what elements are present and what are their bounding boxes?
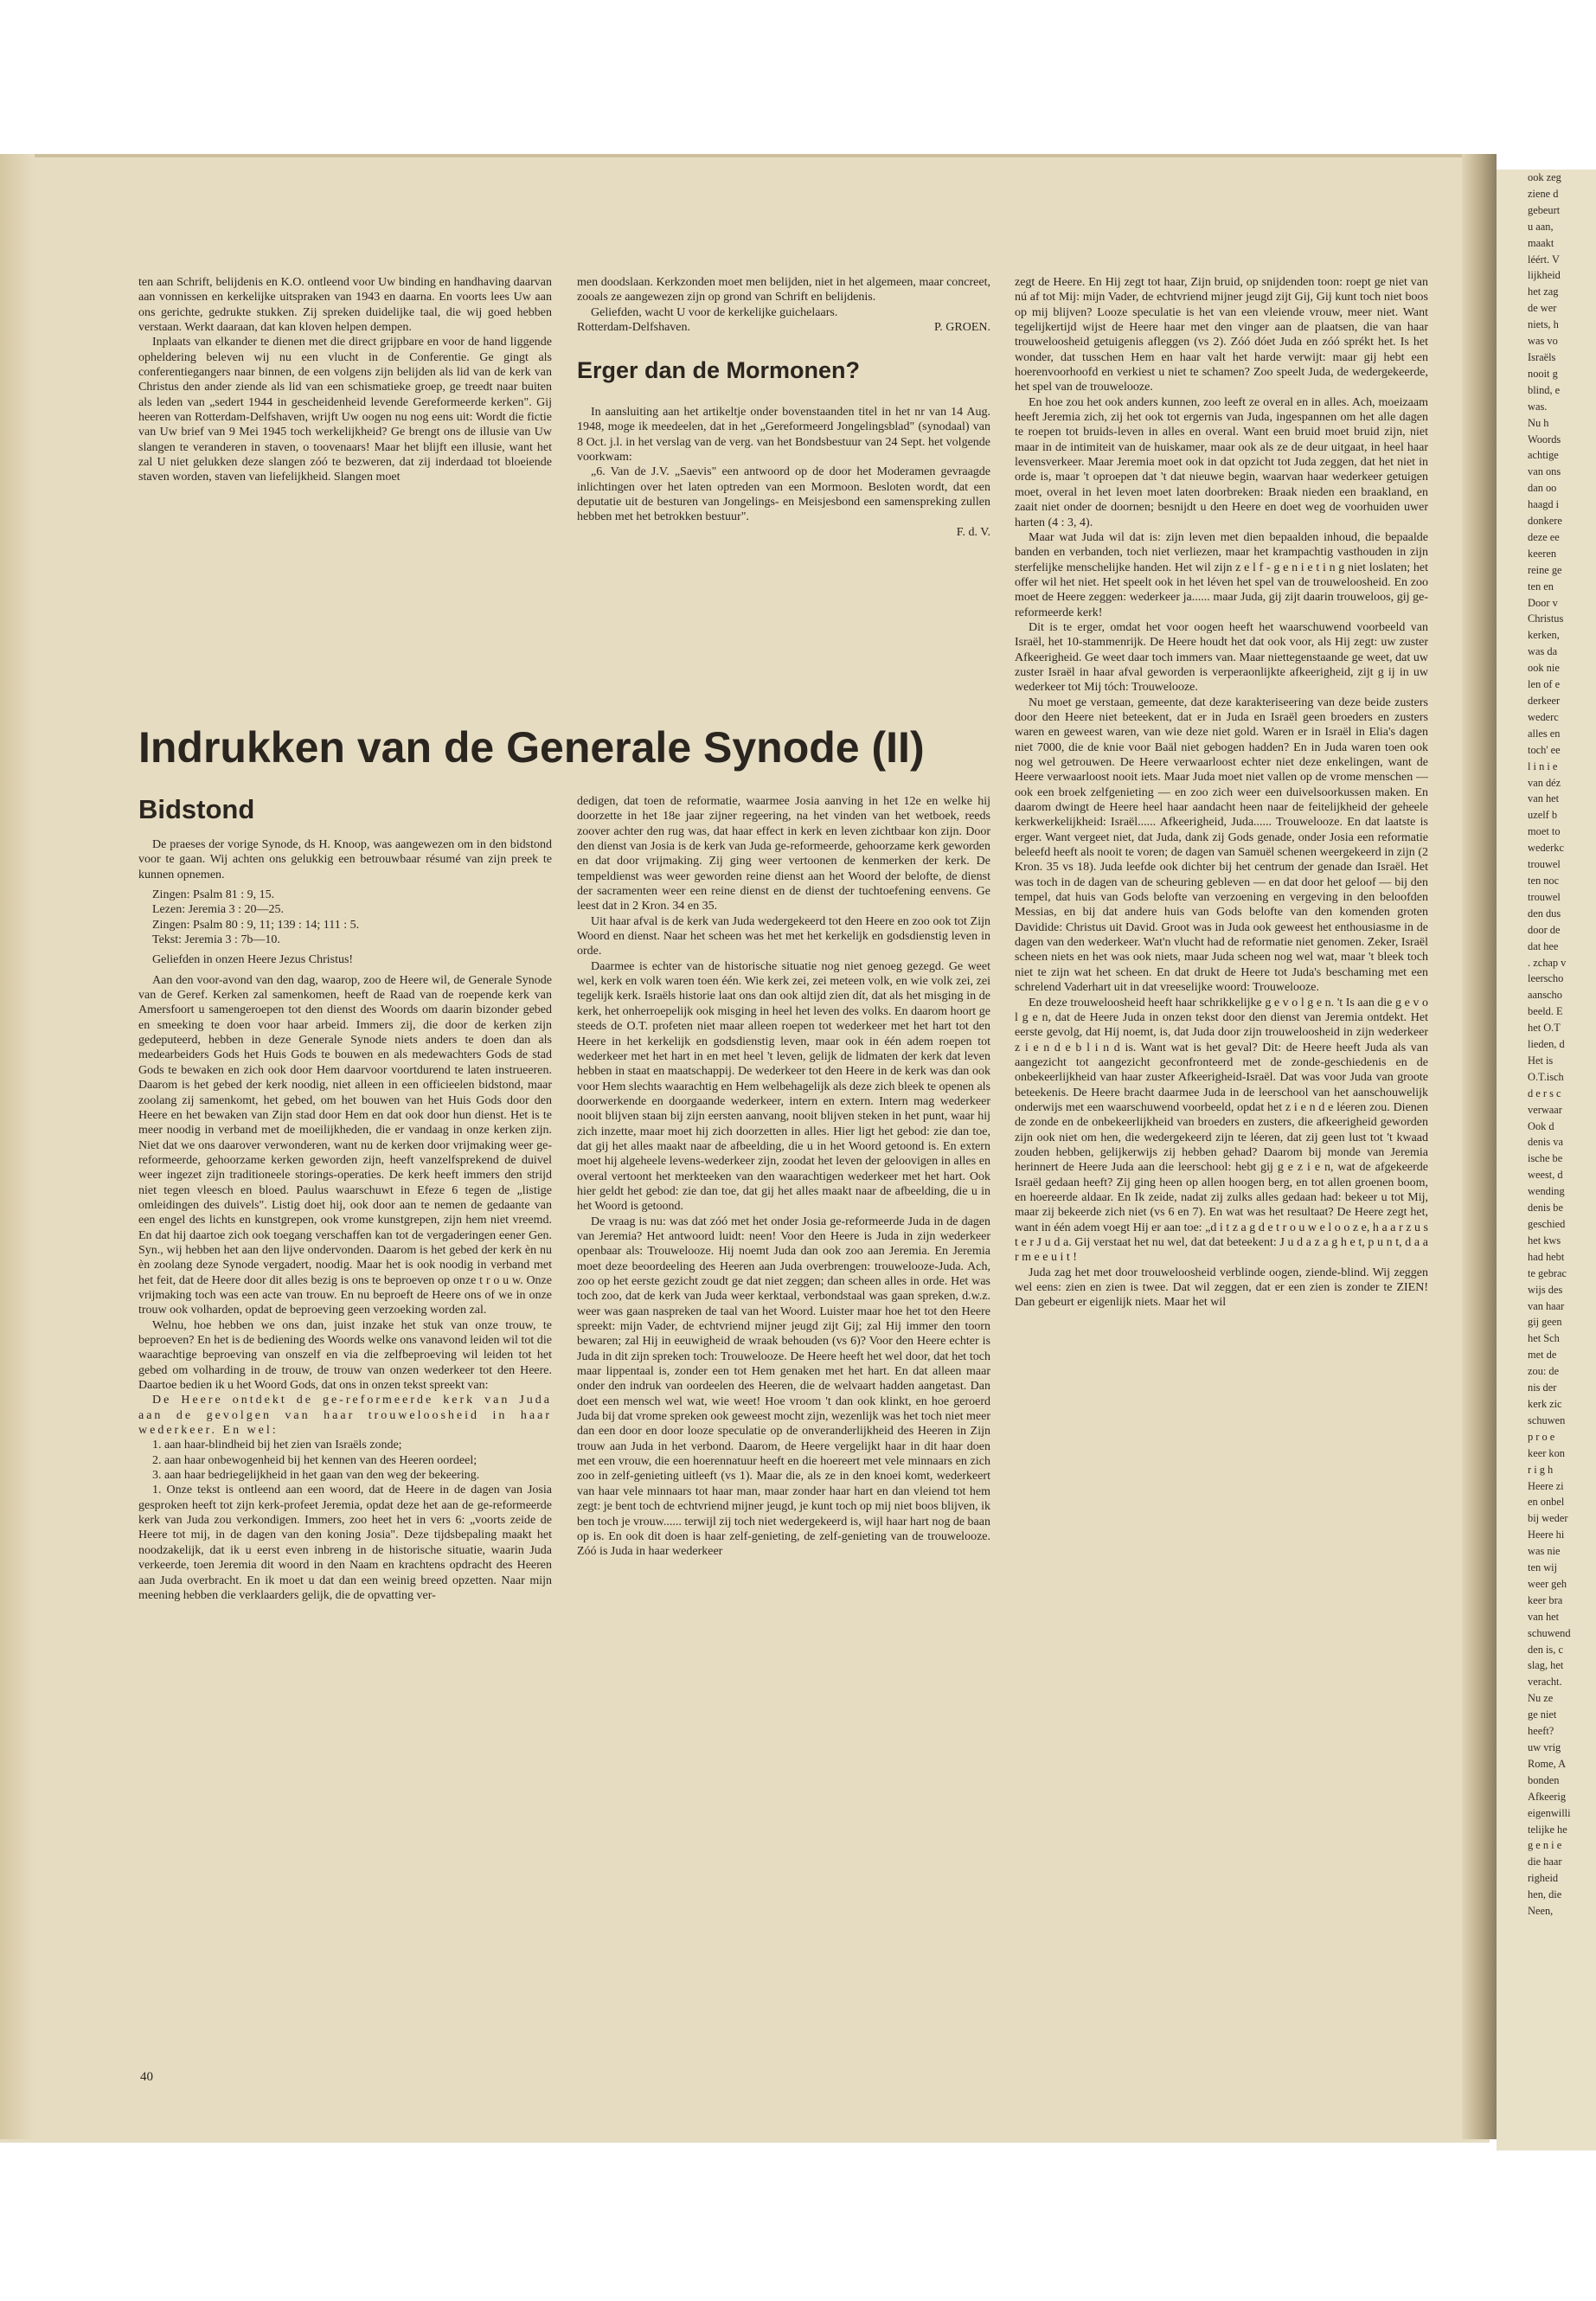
next-page-line: Het is <box>1528 1054 1554 1067</box>
next-page-line: weer geh <box>1528 1577 1567 1590</box>
next-page-line: wederkc <box>1528 842 1564 855</box>
subheading: Bidstond <box>138 794 255 824</box>
next-page-line: achtige <box>1528 449 1559 462</box>
paragraph: Nu moet ge verstaan, gemeente, dat deze karakteriseering van deze beide zusters door den Heere niet beteekent, dat er in Juda en Israël geen broeders en zusters waren en geweest waren, van wie deze niet gold. Waren er in Israël in Elia's dagen niet 7000, die de knie voor Baäl niet gebogen hadden? En in Juda waren toen ook nog wel getrouwen. De Heere verwaarloost echter niet deze enkelingen, want de Heere verwaarloost nooit iets. Maar Juda moet niet vallen op de vrome menschen — ook een broek zelfgenieting — en zoo zich weer een duivelsoorkussen maken. En daarom dwingt de Heere heel haar aandacht heen naar de feitelijkheid der geheele kerkwerkelijkheid: Israël...... Afkeerigheid, Juda...... Trouwelooze. En dat laatste is erger. Want vergeet niet, dat Juda, dank zij Gods genade, onder Josia een reformatie beleefd heeft als nooit te voren; de dagen van Samuël schenen weergekeerd in zijn (2 Kron. 35 vs 18). Juda leefde ook dichter bij het centrum der genade dan Israël. Het was toch in de dagen van de scheuring gebleven — en dat door het geloof — bij den tempel, dat huis van Gods belofte van verzoening en vergeving in den beloofden Messias, en bij dat andere huis van Gods belofte van den komenden groten Davidide: Christus uit David. Groot was in Juda ook geweest het enthousiasme in de dagen van den wederkeer. Wat'n vlucht had de reformatie niet genomen. Zeker, Israël scheen niets en het was ook niets, maar Juda scheen nog wel wat, maar 't bleek toch niet te zijn wat het scheen. En dat drukt de Heere tot Juda's beschaming met een schrelend Vaderhart uit in dat vreeselijke woord: Trouwelooze. <box>1015 695 1428 995</box>
next-page-line: Woords <box>1528 433 1561 445</box>
greeting: Geliefden in onzen Heere Jezus Christus! <box>152 953 354 967</box>
liturgy-line: Zingen: Psalm 81 : 9, 15. <box>152 888 275 902</box>
paragraph: ten aan Schrift, belijdenis en K.O. ontleend voor Uw binding en handhaving daarvan aan vonnissen en kerkelijke uitspraken van 1943 en daarna. En voorts lees Uw aan ons gerichte, gedrukte stukken. Zij spreken duidelijke taal, die wij goed hebben verstaan. Werkt daaraan, dat kan kloven helpen dempen. <box>138 276 552 335</box>
next-page-line: gebeurt <box>1528 203 1561 216</box>
sermon-point: 2. aan haar onbewogenheid bij het kennen van des Heeren oordeel; <box>152 1453 478 1467</box>
next-page-line: trouwel <box>1528 858 1561 871</box>
next-page-line: uw vrig <box>1528 1741 1561 1753</box>
next-page-line: donkere <box>1528 515 1562 528</box>
paragraph: Welnu, hoe hebben we ons dan, juist inzake het stuk van onze trouw, te beproeven? En het is de bediening des Woords welke ons vanavond leiden wil tot die waarachtige beproeving van onszelf en via die zelfbeproeving wil leiden tot het gebed om volharding in de trouw, de trouw van onzen wederkeer tot den Heere. Daartoe bedien ik u het Woord Gods, dat ons in onzen tekst spreekt van: <box>138 1318 552 1393</box>
next-page-line: d e r s c <box>1528 1086 1561 1099</box>
next-page-line: te gebrac <box>1528 1266 1567 1279</box>
next-page-line: l i n i e <box>1528 760 1558 772</box>
next-page-line: het zag <box>1528 285 1559 298</box>
next-page-line: had hebt <box>1528 1250 1565 1263</box>
next-page-line: schuwen <box>1528 1413 1566 1426</box>
next-page-line: denis va <box>1528 1136 1563 1149</box>
next-page-line: ook nie <box>1528 662 1560 675</box>
next-page-line: eigenwilli <box>1528 1806 1571 1819</box>
next-page-line: keer bra <box>1528 1593 1563 1606</box>
paragraph: En deze trouweloosheid heeft haar schrikkelijke g e v o l g e n. 't Is aan die g e v o l g e n, dat de Heere Juda in onzen tekst door den dienst van Jeremia ontdekt. Het eerste gevolg, dat Hij noemt, is, dat Juda door zijn trouweloosheid in zijn wederkeer z i e n d e b l i n d is. Want wat is het geval? Dit: de Heere heeft Juda als van aangezicht tot aangezicht geconfronteerd met de zonde-geschiedenis en de onbekeerlijkheid van haar zuster Afkeerigheid-Israël. Dat was voor Juda van groote beteekenis. De Heere bracht daarmee Juda in de leerschool van het aanschouwelijk onderwijs met een waarschuwend voorbeeld, opdat het z i e n d e léeren zou. Dienen de zonde en de onbekeerlijkheid van broeders en zusters, die afkeerigheid geworden zijn ook niet om hen, die wedergekeerd zijn te léeren, dat zij geen lust tot 't kwaad zouden hebben, gelijkerwijs zij hebben gehad? Daarom bij monde van Jeremia herinnert de Heere Juda aan die leerschool: hebt gij g e z i e n, wat de afgekeerde Israël gedaan heeft? Zij ging heen op allen hoogen berg, en tot allen groenen boom, en hoereerde aldaar. En Ik zeide, nadat zij zulks alles gedaan had: bekeer u tot Mij, maar zij bekeerde zich niet (vs 6 en 7). En wat was het resultaat? De Heere zegt het, want in één adem voegt Hij er aan toe: „d i t z a g d e t r o u w e l o o z e, h a a r z u s t e r J u d a. Gij verstaat het nu wel, dat dat beteekent: J u d a z a g h e t, p u n t, d a a r m e e u i t ! <box>1015 996 1428 1265</box>
next-page-line: kerk zic <box>1528 1397 1562 1410</box>
next-page-line: ische be <box>1528 1152 1563 1165</box>
next-page-line: Neen, <box>1528 1905 1554 1918</box>
liturgy-line: Tekst: Jeremia 3 : 7b—10. <box>152 933 280 947</box>
paragraph: En hoe zou het ook anders kunnen, zoo leeft ze overal en in alles. Ach, moeizaam heeft Jeremia zich, zij het ook tot ergernis van Juda, ingespannen om het alle dagen te roepen tot bruids-leven in alles en overal. Want een bruid moet bruid zijn, niet maar in de intimiteit van de huiskamer, maar ook als ze de deur uitgaat, in heel haar levensverkeer. Maar Jeremia moet ook in dat opzicht tot Juda zeggen, dat het niet in orde is, maar 't oproepen dat 't dat nieuwe begin, waarvan haar wederkeer getuigen moet, overal in het leven moet laten doorbreken: Braak nieden een braakland, en zaait niet onder de doornen; besnijdt u den Heere en doet weg de voorhuiden uwer harten (4 : 3, 4). <box>1015 395 1428 529</box>
next-page-line: toch' ee <box>1528 743 1561 756</box>
next-page-line: denis be <box>1528 1202 1563 1215</box>
next-page-line: wijs des <box>1528 1283 1563 1296</box>
next-page-line: righeid <box>1528 1872 1559 1885</box>
next-page-line: r i g h <box>1528 1463 1554 1476</box>
next-page-line: bonden <box>1528 1773 1560 1786</box>
next-page-line: len of e <box>1528 678 1561 691</box>
sermon-point: 3. aan haar bedriegelijkheid in het gaan van den weg der bekeering. <box>152 1469 480 1483</box>
next-page-line: was vo <box>1528 335 1558 348</box>
next-page-line: Heere zi <box>1528 1479 1564 1492</box>
next-page-line: dat hee <box>1528 939 1559 952</box>
paragraph: zegt de Heere. En Hij zegt tot haar, Zijn bruid, op snijdenden toon: roept ge niet van nú af tot Mij: mijn Vader, de echtvriend mijner jeugd zijt Gij, Gij kunt toch niet boos op mij blijven? Looze speculatie is het van een vleiende vrouw, meer niet. Want tegelijkertijd wijst de Heere haar met den vinger aan de plaatsen, die van haar trouweloosheid getuigenis afleggen (vs 2). Zóó dóet Juda en zóó sprékt het. Is het wonder, dat tusschen Hem en haar valt het harde verwijt: maar gij hebt een hoerenvoorhoofd en verkiest u niet te schamen? Zoo speelt Juda, de wedergekeerde, het spel van de trouwelooze. <box>1015 276 1428 394</box>
signature-line <box>577 320 990 335</box>
synode-column-1 <box>138 837 552 2057</box>
next-page-line: Afkeerig <box>1528 1790 1567 1803</box>
next-page-line: gij geen <box>1528 1316 1562 1329</box>
sermon-point: 1. aan haar-blindheid bij het zien van Israëls zonde; <box>152 1439 402 1452</box>
paragraph: De praeses der vorige Synode, ds H. Knoop, was aangewezen om in den bidstond voor te gaan. Wij achten ons gelukkig een betrouwbaar résumé van zijn preek te kunnen opnemen. <box>138 838 552 881</box>
next-page-line: reine ge <box>1528 563 1562 576</box>
next-page-line: van haar <box>1528 1299 1565 1312</box>
binding-gutter <box>1462 154 1497 2139</box>
next-page-line: Christus <box>1528 612 1564 625</box>
paragraph: Aan den voor-avond van den dag, waarop, zoo de Heere wil, de Generale Synode van de Geref. Kerken zal samenkomen, heeft de Raad van de roepende kerk van Amersfoort u samengeroepen tot den dienst des Woords om daarin bizonder gebed en smeeking te doen voor haar arbeid. Immers zij, die door de kerken zijn gedeputeerd, hebben in deze Generale Synode niets anders te doen dan als medearbeiders Gods het Huis Gods te bouwen en als medewachters Gods de stad Gods te bewaken en zich ook door Hem daarvoor voortdurend te laten instrueeren. Daarom is het gebed der kerk noodig, niet alleen in een officieelen bidstond, maar zoolang zij samenkomt, het gebed, om het bouwen van het Huis Gods door den Heere en het bewaken van Zijn stad door Hem en dat ook door hun dienst. Het is te meer noodig in verband met de moeilijkheden, die er vandaag in onze kerken zijn. Niet dat we ons daarover verwonderen, want nu de kerken door vrijmaking weer ge-reformeerde, gehoorzame kerken geworden zijn, heeft vanzelfsprekend de duivel weer ingezet zijn traditioneele storings-operaties. De kerk heeft immers den strijd niet tegen vleesch en bloed. Paulus waarschuwt in Efeze 6 tegen de „listige omleidingen des duivels". Listig doet hij, ook door aan te nemen de gedaante van een engel des lichts en kunstgrepen, ook vrome kunstgrepen, zijn hem niet vreemd. En dat hij daartoe zich ook toegang verschaffen kan tot de vergaderingen eener Gen. Syn., wij hebben het aan den lijve ondervonden. Daarom is het gebed der kerk èn nu èn zoolang deze Synode vergadert, noodig. Maar het is ook noodig in verband met het feit, dat de Heere door dit alles bezig is ons te beproeven op onze t r o u w. Onze vrijmaking toch was een acte van trouw. En nu beproeft de Heere ons of we in onze trouw ook volharden, opdat de beproeving geen verzoeking worden zal. <box>138 973 552 1317</box>
sermon-theme: De Heere ontdekt de ge-reformeerde kerk van Juda aan de gevolgen van haar trouweloosheid in haar wederkeer. En wel: <box>138 1394 552 1438</box>
next-page-line: ten en <box>1528 580 1554 593</box>
next-page-line: p r o e <box>1528 1430 1555 1443</box>
next-page-line: slag, het <box>1528 1659 1564 1672</box>
signature-place: Rotterdam-Delfshaven. <box>577 321 691 335</box>
synode-column-3 <box>1015 275 1428 2081</box>
next-page-line: het O.T <box>1528 1022 1561 1035</box>
author-initials: F. d. V. <box>956 525 990 539</box>
next-page-line: van déz <box>1528 776 1561 789</box>
next-page-line: u aan, <box>1528 220 1554 233</box>
next-page-line: den is, c <box>1528 1643 1563 1656</box>
next-page-line: uzelf b <box>1528 809 1558 822</box>
paragraph: Juda zag het met door trouweloosheid verblinde oogen, ziende-blind. Wij zeggen wel eens: zien en zien is twee. Dat wil zeggen, dat er een zien is zonder te ZIEN! Dan gebeurt er eigenlijk niets. Maar het wil <box>1015 1266 1428 1310</box>
next-page-line: ziene d <box>1528 187 1559 200</box>
paragraph: Daarmee is echter van de historische situatie nog niet genoeg gezegd. Ge weet wel, kerk en volk waren toen één. Wie kerk zei, zei meteen volk, en wie volk zei, zei tegelijk kerk. Israëls historie laat ons dan ook altijd zien dít, dat als het misging in de kerk, het onherroepelijk ook misging in heel het leven des volks. En daarom hoort ge steeds de O.T. profeten niet maar alleen roepen tot wederkeer met het hart tot den Heere in het kerkelijk en godsdienstig leven, maar ook in één adem roepen tot wederkeer met het hart in en met heel 't leven, gelijk de lidmaten der kerk dat leven hebben in staat en maatschappij. De wederkeer tot den Heere in de kerk was dan ook voor Hem slechts waarachtig en Hem welbehagelijk als deze zich bleek te openen als doorwerkende en doorgaande wederkeer, intern en extern. Intern mag wederkeer nooit blijven staan bij zijn eersten aanvang, nooit blijven steken in het punt, waar hij zich inzette, maar moet hij zich doorzetten in alles. Hier ligt het gebod: zie dan toe, dat gij het alles maakt naar de afbeelding, die u in het Woord getoond is. En extern moet hij algeheele levens-wederkeer zijn, zoodat het leven der geloovigen in alles en overal vertoont het merkteeken van den waarachtigen wederkeer met het hart. Ook hier geldt het gebod: zie dan toe, dat gij het alles maakt naar de afbeelding, die u in het Woord is getoond. <box>577 959 990 1214</box>
next-page-line: heeft? <box>1528 1725 1554 1738</box>
next-page-line: kerken, <box>1528 629 1560 642</box>
next-page-line: alles en <box>1528 727 1561 740</box>
next-page-line: blind, e <box>1528 383 1561 396</box>
next-page-line: van ons <box>1528 465 1561 478</box>
next-page-line: van het <box>1528 1610 1560 1623</box>
next-page-line: derkeer <box>1528 695 1561 707</box>
next-page-line: O.T.isch <box>1528 1070 1564 1083</box>
next-page-line: maakt <box>1528 236 1554 249</box>
paragraph: „6. Van de J.V. „Saevis" een antwoord op de door het Moderamen gevraagde inlichtingen over het laten optreden van een Mormoon. Besloten wordt, dat een deputatie uit de besturen van Jongelings- en Meisjesbond een samenspreking zullen hebben met het betrokken bestuur". <box>577 465 990 524</box>
signature-name: P. GROEN. <box>934 321 990 335</box>
next-page-line: wederc <box>1528 710 1559 723</box>
paragraph: De vraag is nu: was dat zóó met het onder Josia ge-reformeerde Juda in de dagen van Jeremia? Het antwoord luidt: neen! Voor den Heere is Juda in zijn wederkeer openbaar als: Trouwelooze. Hij noemt Juda dan ook zoo aan Jeremia. En Jeremia moet deze beoordeeling des Heeren aan Juda overbrengen: trouwelooze-Juda. Ach, zoo op het eerste gezicht zoudt ge dat niet zeggen; dan scheen alles in orde. Het was toch zoo, dat de kerk van Juda weer kerktaal, verbondstaal was gaan spreken, d.w.z. weer was gaan naspreken de taal van het Woord. Luister maar hoe het tot den Heere spreekt: mijn Vader, de echtvriend mijner jeugd zijt Gij; zal Hij immer den toorn bewaren; zal Hij in eeuwigheid de wraak behouden (vs 6)? Voor den Heere echter is Juda in dit zijn spreken toch: Trouwelooze. De Heere heeft het wel door, dat het toch maar lippentaal is, zonder een tot Hem genaken met het hart. En dat alleen maar onder den indruk van oordeelen des Heeren, die de welvaart hadden aangetast. Dan doet een mensch wel wat, wie weet! Hoe vroom 't dan ook klinkt, en hoe geroerd Juda bij dat vrome spreken ook geweest mocht zijn, wezenlijk was het toch niet meer dan een door en door looze speculatie op de onveranderlijkheid des Heeren in Zijn trouw aan Juda in het verbond. Daarom, de Heere vergelijkt haar in dit haar doen met een vrouw, die een hoerennatuur heeft en die hoereert met vele minnaars en zich zoo in zelf-genieting uitleeft (vs 1). Maar die, als ze in den knoei komt, wederkeert van haar vele minnaars tot haar man, maar zonder haar hart en dan vleiend tot hem zegt: je bent toch de echtvriend mijner jeugd, je kunt toch op mij niet boos blijven, ik ben toch je vrouw...... terwijl zij toch niet wedergekeerd is, wijl haar hart nog de baan op is. En ook dit doen is haar zelf-genieting, de zelf-genieting van de trouwelooze. Zóó is Juda in haar wederkeer <box>577 1215 990 1559</box>
next-page-line: Nu ze <box>1528 1692 1554 1705</box>
mormonen-title: Erger dan de Mormonen? <box>577 357 861 383</box>
next-page-line: geschied <box>1528 1218 1566 1230</box>
next-page-line: ook zeg <box>1528 171 1561 183</box>
next-page-line: moet to <box>1528 825 1561 838</box>
next-page-line: het Sch <box>1528 1332 1560 1345</box>
next-page-line: . zchap v <box>1528 956 1567 969</box>
next-page-line: Israëls <box>1528 350 1556 363</box>
paragraph: 1. Onze tekst is ontleend aan een woord, dat de Heere in de dagen van Josia gesproken heeft tot zijn kerk-profeet Jeremia, opdat deze het aan de ge-reformeerde kerk van Juda zou verkondigen. Immers, zoo heet het in vers 6: „voorts zeide de Heere tot mij, in de dagen van den koning Josia". Deze tijdsbepaling maakt het noodzakelijk, dat ik u eerst even inbreng in de historische situatie, waarin Juda verkeerde, toen Jeremia dit woord in den Naam en krachtens opdracht des Heeren aan Juda overbracht. En ik moet u dat dan een weinig breed opzetten. Naar mijn meening hebben die verklaarders gelijk, die de opvatting ver- <box>138 1484 552 1602</box>
next-page-line: de wer <box>1528 302 1557 315</box>
next-page-line: telijke he <box>1528 1823 1567 1836</box>
next-page-line: leerscho <box>1528 972 1564 985</box>
next-page-line: léért. V <box>1528 253 1560 266</box>
next-page-line: was nie <box>1528 1545 1561 1558</box>
headline: Indrukken van de Generale Synode (II) <box>138 723 925 772</box>
next-page-line: met de <box>1528 1349 1557 1362</box>
next-page-line: weest, d <box>1528 1169 1563 1182</box>
next-page-line: schuwend <box>1528 1626 1571 1639</box>
next-page-line: hen, die <box>1528 1888 1562 1901</box>
next-page-line: aanscho <box>1528 989 1562 1002</box>
next-page-line: den dus <box>1528 907 1561 920</box>
next-page-line: en onbel <box>1528 1496 1565 1509</box>
paragraph: Uit haar afval is de kerk van Juda wedergekeerd tot den Heere en zoo ook tot Zijn Woord en dienst. Naar het scheen was het met het kerkelijk en godsdienstig leven in orde. <box>577 914 990 958</box>
paragraph: dedigen, dat toen de reformatie, waarmee Josia aanving in het 12e en welke hij doorzette in het 18e jaar zijner regeering, na het vinden van het wetboek, reeds zoover achter den rug was, dat haar effect in kerk en leven zichtbaar kon zijn. Door den dienst van Josia is de kerk van Juda ge-reformeerde, gehoorzame kerk geworden en dat door vrijmaking. Zij ging weer vertoonen de kenmerken der kerk. De tempeldienst was weer geworden reine dienst aan het Woord der belofte, de dienst der sacramenten weer een reine dienst en de dienst der tuchtoefening eenvens. Ge leest dat in 2 Kron. 34 en 35. <box>577 795 990 913</box>
next-page-line: Rome, A <box>1528 1757 1567 1770</box>
paragraph: Geliefden, wacht U voor de kerkelijke guichelaars. <box>591 305 838 319</box>
next-page-line: ten wij <box>1528 1561 1558 1574</box>
next-page-line: verwaar <box>1528 1103 1562 1116</box>
paragraph: In aansluiting aan het artikeltje onder bovenstaanden titel in het nr van 14 Aug. 1948, moge ik meedeelen, dat in het „Gereformeerd Jongelingsblad" (synodaal) van 8 Oct. j.l. in het verslag van de verg. van het Bondsbestuur van 24 Sept. het volgende voorkwam: <box>577 406 990 465</box>
mormonen-article <box>577 405 990 540</box>
next-page-line: nis der <box>1528 1381 1557 1394</box>
next-page-line: deze ee <box>1528 530 1560 543</box>
next-page-line: keeren <box>1528 547 1557 560</box>
next-page-line: nooit g <box>1528 367 1558 380</box>
next-page-line: ge niet <box>1528 1708 1557 1721</box>
next-page-line: trouwel <box>1528 890 1561 903</box>
next-page-line: beeld. E <box>1528 1005 1563 1018</box>
paragraph: Inplaats van elkander te dienen met die direct grijpbare en voor de hand liggende opheldering beleven wij nu een vlucht in de Conferentie. Ge gingt als conferentiegangers naar binnen, de een volgens zijn belijden als lid van de kerk van Christus den ander ziende als lid van een schismatieke groep, ge treedt naar buiten als leden van „sedert 1944 in gescheidenheid levende Gereformeerde kerken". Gij heeren van Rotterdam-Delfshaven, wrijft Uw oogen nu nog eens uit: Wordt die fictie van Uw brief van 9 Mei 1945 toch werkelijkheid? Ge brengt ons de illusie van Uw slangen te veranderen in staven, o toovenaars! Maar het blijft een illusie, want het zal U niet gelukken deze slangen zóó te bezweren, dat zij inderdaad tot bloeiende staven worden, staven van liefelijkheid. Slangen moet <box>138 336 552 484</box>
page-number: 40 <box>140 2070 153 2084</box>
next-page-line: Heere hi <box>1528 1529 1565 1541</box>
next-page-line: was. <box>1528 400 1548 413</box>
next-page-line: niets, h <box>1528 318 1559 331</box>
next-page-line: van het <box>1528 792 1560 805</box>
next-page-line: ten noc <box>1528 874 1560 887</box>
synode-column-2 <box>577 794 990 2081</box>
next-page-line: wending <box>1528 1185 1565 1198</box>
next-page-line: Nu h <box>1528 416 1549 429</box>
next-page-line: veracht. <box>1528 1676 1562 1689</box>
liturgy-line: Zingen: Psalm 80 : 9, 11; 139 : 14; 111 : 5. <box>152 918 360 932</box>
next-page-line: lieden, d <box>1528 1038 1565 1051</box>
next-page-line: dan oo <box>1528 482 1557 495</box>
liturgy-line: Lezen: Jeremia 3 : 20—25. <box>152 903 285 917</box>
paper-left-edge <box>0 154 35 2139</box>
paragraph: men doodslaan. Kerkzonden moet men belijden, niet in het algemeen, maar concreet, zooals ze aangewezen zijn op grond van Schrift en belijdenis. <box>577 276 990 304</box>
paragraph: Maar wat Juda wil dat is: zijn leven met dien bepaalden inhoud, die bepaalde banden en verbanden, toch niet verliezen, maar het krampachtig vasthouden in zijn sterfelijke menschelijke handen. Het wil zijn z e l f - g e n i e t i n g niet loslaten; het offer wil het niet. Het speelt ook in het léven het spel van de trouweloosheid. En zoo moet de Heere zeggen: wederkeer ja...... maar Juda, gij zijt daarin trouweloos, gij ge-reformeerde kerk! <box>1015 530 1428 619</box>
next-page-line: was da <box>1528 645 1558 658</box>
next-page-fragment <box>1497 170 1596 2150</box>
next-page-line: die haar <box>1528 1856 1562 1868</box>
next-page-line: Ook d <box>1528 1119 1554 1132</box>
next-page-line: door de <box>1528 923 1561 936</box>
next-page-line: g e n i e <box>1528 1839 1562 1852</box>
next-page-line: lijkheid <box>1528 269 1561 282</box>
paragraph: Dit is te erger, omdat het voor oogen heeft het waarschuwend voorbeeld van Israël, het 10-stammenrijk. De Heere houdt het dat ook voor, als Hij zegt: uw zuster Afkeerigheid. Ge weet daar toch immers van. Maar niettegenstaande ge weet, dat uw zuster Israël in haar afval geworden is verperaonlijkte afkeerigheid, zijt g ij in uw wederkeer tot Mij tóch: Trouwelooze. <box>1015 620 1428 695</box>
next-page-line: haagd i <box>1528 498 1560 511</box>
article-top-middle <box>577 275 990 335</box>
next-page-line: zou: de <box>1528 1365 1560 1378</box>
next-page-line: Door v <box>1528 596 1558 609</box>
next-page-line: bij weder <box>1528 1512 1568 1525</box>
next-page-line: het kws <box>1528 1234 1561 1247</box>
next-page-line: keer kon <box>1528 1446 1566 1459</box>
article-top-left <box>138 275 552 664</box>
